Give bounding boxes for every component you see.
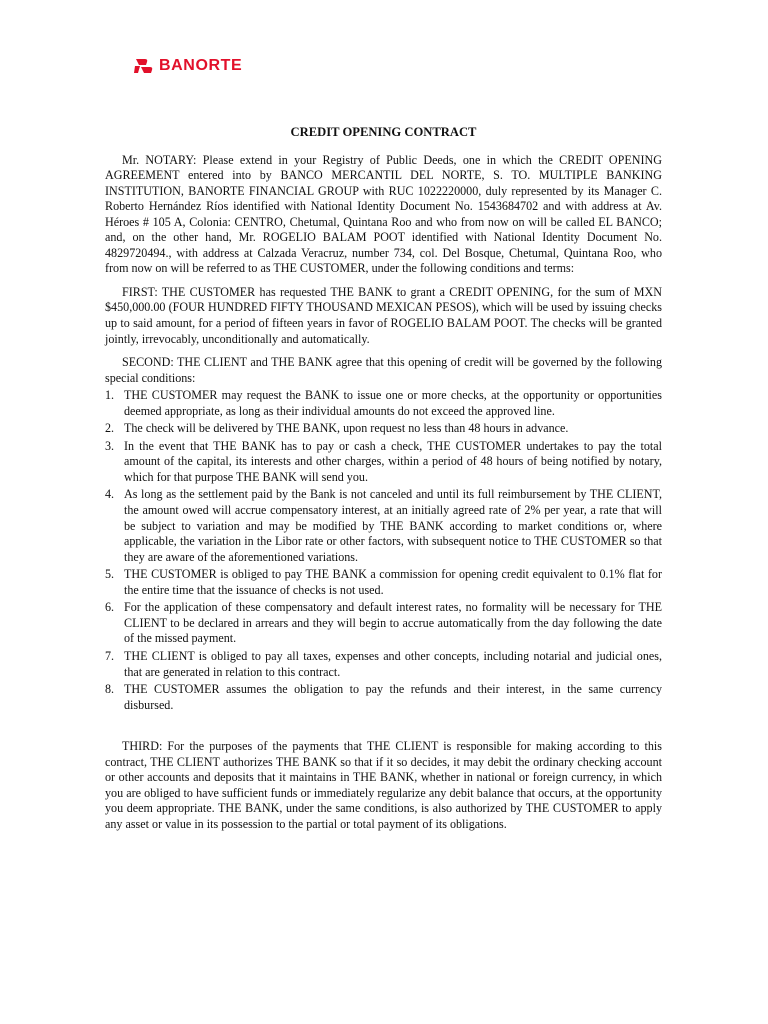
banorte-logo bbox=[134, 57, 242, 75]
list-item bbox=[105, 567, 662, 598]
list-item-number: 5. bbox=[105, 567, 115, 582]
third-clause: THIRD: For the purposes of the payments that THE CLIENT is responsible for making according to this contract, THE CLIENT authorizes THE BANK so that if it so decides, it may debit the ordinary checking account or other accounts and deposits that it maintains in THE BANK, whether in national or foreign currency, in which you are obliged to have sufficient funds or immediately regularize any debit balance that occurs, at the opportunity you deem appropriate. THE BANK, under the same conditions, is also authorized by THE CUSTOMER to apply any asset or value in its possession to the partial or total payment of its obligations. bbox=[105, 739, 662, 831]
first-clause: FIRST: THE CUSTOMER has requested THE BANK to grant a CREDIT OPENING, for the sum of MXN $450,000.00 (FOUR HUNDRED FIFTY THOUSAND MEXICAN PESOS), which will be used by issuing checks up to said amount, for a period of fifteen years in favor of ROGELIO BALAM POOT. The checks will be granted jointly, irrevocably, unconditionally and automatically. bbox=[105, 284, 662, 346]
list-item bbox=[105, 600, 662, 647]
list-item bbox=[105, 421, 662, 437]
list-item-text: THE CUSTOMER is obliged to pay THE BANK a commission for opening credit equivalent to 0.1% flat for the entire time that the issuance of checks is not used. bbox=[124, 567, 662, 597]
list-item-text: In the event that THE BANK has to pay or cash a check, THE CUSTOMER undertakes to pay the total amount of the capital, its interests and other charges, within a period of 48 hours of being notified by notary, which for that purpose THE BANK will send you. bbox=[124, 438, 662, 484]
list-item-number: 8. bbox=[105, 682, 115, 697]
list-item-number: 2. bbox=[105, 421, 115, 436]
list-item-number: 1. bbox=[105, 388, 115, 403]
list-item bbox=[105, 682, 662, 713]
list-item-text: THE CUSTOMER assumes the obligation to pay the refunds and their interest, in the same currency disbursed. bbox=[124, 682, 662, 712]
conditions-list bbox=[105, 388, 662, 713]
list-item bbox=[105, 649, 662, 680]
contract-document bbox=[105, 125, 662, 832]
list-item-number: 4. bbox=[105, 487, 115, 502]
list-item-number: 3. bbox=[105, 438, 115, 453]
list-item bbox=[105, 388, 662, 419]
list-item-text: As long as the settlement paid by the Bank is not canceled and until its full reimbursement by THE CLIENT, the amount owed will accrue compensatory interest, at an initially agreed rate of 2% per year, a rate that will be subject to variation and may be modified by THE BANK according to market conditions or, where applicable, the variation in the Libor rate or other factors, with subsequent notice to THE CUSTOMER so that they are aware of the aforementioned variations. bbox=[124, 487, 662, 564]
list-item-text: The check will be delivered by THE BANK, upon request no less than 48 hours in advance. bbox=[124, 421, 569, 436]
list-item-text: THE CLIENT is obliged to pay all taxes, expenses and other concepts, including notarial and judicial ones, that are generated in relation to this contract. bbox=[124, 648, 662, 679]
logo-text: BANORTE bbox=[159, 57, 243, 74]
list-item bbox=[105, 487, 662, 565]
list-item-number: 6. bbox=[105, 600, 115, 615]
list-item-number: 7. bbox=[105, 648, 115, 663]
list-item-text: THE CUSTOMER may request the BANK to issue one or more checks, at the opportunity or opportunities deemed appropriate, as long as their individual amounts do not exceed the approved line. bbox=[124, 388, 662, 418]
intro-paragraph: Mr. NOTARY: Please extend in your Registry of Public Deeds, one in which the CREDIT OPENING AGREEMENT entered into by BANCO MERCANTIL DEL NORTE, S. TO. MULTIPLE BANKING INSTITUTION, BANORTE FINANCIAL GROUP with RUC 1022220000, duly represented by its Manager C. Roberto Hernández Ríos identified with National Identity Document No. 1543684702 and with address at Av. Héroes # 105 A, Colonia: CENTRO, Chetumal, Quintana Roo and who from now on will be called EL BANCO; and, on the other hand, Mr. ROGELIO BALAM POOT identified with National Identity Document No. 4829720494., with address at Calzada Veracruz, number 734, col. Del Bosque, Chetumal, Quintana Roo, who from now on will be referred to as THE CUSTOMER, under the following conditions and terms: bbox=[105, 152, 662, 276]
list-item bbox=[105, 439, 662, 486]
second-clause: SECOND: THE CLIENT and THE BANK agree that this opening of credit will be governed by the following special conditions: bbox=[105, 355, 662, 385]
list-item-text: For the application of these compensatory and default interest rates, no formality will be necessary for THE CLIENT to be declared in arrears and they will begin to accrue automatically from the day following the date of the missed payment. bbox=[124, 600, 662, 646]
document-title: CREDIT OPENING CONTRACT bbox=[290, 125, 477, 139]
banorte-logo-icon bbox=[134, 57, 154, 75]
